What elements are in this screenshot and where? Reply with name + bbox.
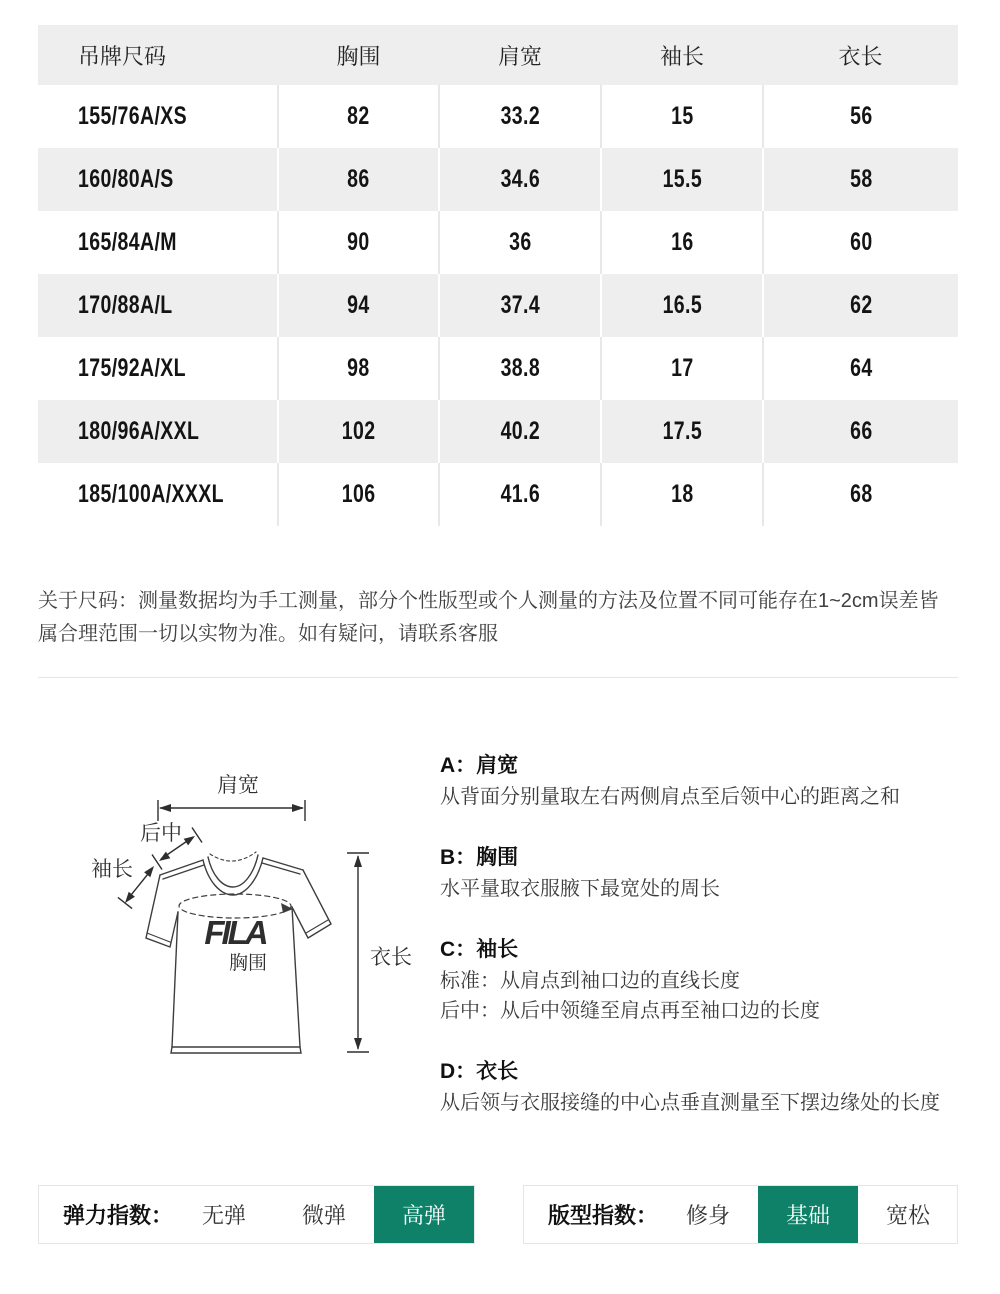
shoulder-cell	[439, 463, 601, 526]
size-cell	[38, 400, 278, 463]
shoulder-value: 33.2	[500, 102, 540, 130]
size-table	[38, 25, 958, 526]
length-value: 64	[849, 354, 873, 382]
section-divider	[38, 677, 958, 678]
sleeve-value: 16	[670, 228, 694, 256]
fit-index-bar	[523, 1185, 958, 1244]
fit-options	[658, 1186, 958, 1243]
chest-label: 胸围	[228, 953, 268, 974]
length-value: 56	[849, 102, 873, 130]
shoulder-cell	[439, 211, 601, 274]
sleeve-cell	[601, 400, 763, 463]
back-neck-dashed-line	[210, 852, 256, 861]
sleeve-length-label: 袖长	[91, 858, 133, 881]
chest-value: 94	[347, 291, 370, 319]
size-cell	[38, 85, 278, 148]
guide-item-length	[440, 1056, 970, 1118]
sleeve-cell	[601, 85, 763, 148]
length-cell	[763, 463, 958, 526]
size-value: 165/84A/M	[78, 228, 177, 256]
table-row	[38, 274, 958, 337]
chest-cell	[278, 148, 439, 211]
size-value: 160/80A/S	[78, 165, 174, 193]
header-length: 衣长	[763, 25, 958, 85]
fit-option-loose: 宽松	[886, 1203, 931, 1228]
length-dimension-arrow	[347, 853, 369, 1052]
length-value: 66	[849, 417, 873, 445]
arrowhead-icon	[125, 892, 135, 903]
chest-value: 98	[347, 354, 370, 382]
size-value: 170/88A/L	[78, 291, 173, 319]
guide-title: B：胸围	[440, 846, 519, 869]
arrowhead-down-icon	[354, 1038, 362, 1050]
chest-value: 106	[341, 480, 376, 508]
size-value: 175/92A/XL	[78, 354, 186, 382]
sleeve-cell	[601, 463, 763, 526]
fit-option-basic-selected: 基础	[758, 1186, 858, 1243]
size-cell	[38, 211, 278, 274]
length-value: 60	[849, 228, 873, 256]
guide-text: 后中：从后中领缝至肩点再至袖口边的长度	[440, 1000, 820, 1022]
chest-value: 86	[347, 165, 370, 193]
chest-value: 102	[341, 417, 376, 445]
shoulder-width-label: 肩宽	[217, 774, 259, 797]
shoulder-cell	[439, 400, 601, 463]
size-value: 180/96A/XXL	[78, 417, 200, 445]
guide-text: 水平量取衣服腋下最宽处的周长	[440, 878, 720, 900]
size-cell	[38, 463, 278, 526]
table-row	[38, 211, 958, 274]
shoulder-cell	[439, 148, 601, 211]
size-cell	[38, 274, 278, 337]
header-chest: 胸围	[278, 25, 439, 85]
length-value: 62	[849, 291, 873, 319]
size-value: 155/76A/XS	[78, 102, 188, 130]
table-row	[38, 400, 958, 463]
fit-index-label: 版型指数：	[548, 1203, 659, 1228]
guide-item-sleeve	[440, 934, 970, 1026]
header-tag-size: 吊牌尺码	[38, 25, 278, 85]
table-row	[38, 337, 958, 400]
guide-text: 从后领与衣服接缝的中心点垂直测量至下摆边缘处的长度	[440, 1092, 940, 1114]
shoulder-value: 37.4	[500, 291, 540, 319]
guide-title: D：衣长	[440, 1060, 519, 1083]
tshirt-measure-diagram	[60, 748, 420, 1088]
shoulder-cell	[439, 337, 601, 400]
table-row	[38, 85, 958, 148]
length-value: 58	[849, 165, 873, 193]
garment-length-label: 衣长	[370, 946, 412, 969]
size-cell	[38, 337, 278, 400]
size-note: 关于尺码：测量数据均为手工测量，部分个性版型或个人测量的方法及位置不同可能存在1~2cm误差皆属合理范围一切以实物为准。如有疑问，请联系客服	[38, 590, 939, 645]
elastic-option-none: 无弹	[201, 1203, 246, 1228]
guide-text: 标准：从肩点到袖口边的直线长度	[440, 970, 740, 992]
fila-logo: FILA	[204, 914, 266, 951]
sleeve-cell	[601, 274, 763, 337]
sleeve-value: 18	[670, 480, 694, 508]
chest-cell	[278, 337, 439, 400]
size-value: 185/100A/XXXL	[78, 480, 224, 508]
shoulder-value: 38.8	[500, 354, 540, 382]
length-cell	[763, 400, 958, 463]
sleeve-value: 17.5	[662, 417, 702, 445]
shoulder-cell	[439, 274, 601, 337]
sleeve-cell	[601, 211, 763, 274]
length-cell	[763, 274, 958, 337]
length-value: 68	[849, 480, 873, 508]
arrowhead-left-icon	[159, 804, 171, 812]
sleeve-value: 15.5	[662, 165, 702, 193]
sleeve-value: 17	[670, 354, 694, 382]
chest-cell	[278, 400, 439, 463]
sleeve-value: 15	[670, 102, 694, 130]
elastic-option-high-selected: 高弹	[374, 1186, 474, 1243]
shoulder-value: 41.6	[500, 480, 540, 508]
table-row	[38, 463, 958, 526]
shoulder-value: 40.2	[500, 417, 540, 445]
chest-cell	[278, 85, 439, 148]
arrowhead-icon	[144, 866, 154, 877]
table-header-row	[38, 25, 958, 85]
measure-guide	[440, 750, 970, 1148]
arrowhead-icon	[184, 836, 195, 845]
length-cell	[763, 337, 958, 400]
elastic-index-label: 弹力指数：	[63, 1203, 174, 1228]
chest-cell	[278, 274, 439, 337]
shoulder-value: 34.6	[500, 165, 540, 193]
guide-title: A：肩宽	[440, 754, 519, 777]
elastic-index-bar	[38, 1185, 475, 1244]
elastic-options	[174, 1186, 474, 1243]
table-row	[38, 148, 958, 211]
header-sleeve: 袖长	[601, 25, 763, 85]
guide-item-shoulder	[440, 750, 970, 812]
shoulder-cell	[439, 85, 601, 148]
arrowhead-up-icon	[354, 855, 362, 867]
shoulder-dimension-arrow	[158, 800, 305, 821]
guide-text: 从背面分别量取左右两侧肩点至后领中心的距离之和	[440, 786, 900, 808]
length-cell	[763, 211, 958, 274]
sleeve-cell	[601, 337, 763, 400]
chest-value: 82	[347, 102, 370, 130]
arrowhead-right-icon	[292, 804, 304, 812]
sleeve-value: 16.5	[662, 291, 702, 319]
size-cell	[38, 148, 278, 211]
length-cell	[763, 85, 958, 148]
elastic-option-slight: 微弹	[301, 1203, 346, 1228]
guide-title: C：袖长	[440, 938, 519, 961]
shoulder-value: 36	[508, 228, 532, 256]
fit-option-slim: 修身	[686, 1203, 731, 1228]
header-shoulder: 肩宽	[439, 25, 601, 85]
back-center-label: 后中	[140, 822, 182, 845]
chest-cell	[278, 463, 439, 526]
sleeve-cell	[601, 148, 763, 211]
chest-cell	[278, 211, 439, 274]
guide-item-chest	[440, 842, 970, 904]
length-cell	[763, 148, 958, 211]
chest-value: 90	[347, 228, 370, 256]
